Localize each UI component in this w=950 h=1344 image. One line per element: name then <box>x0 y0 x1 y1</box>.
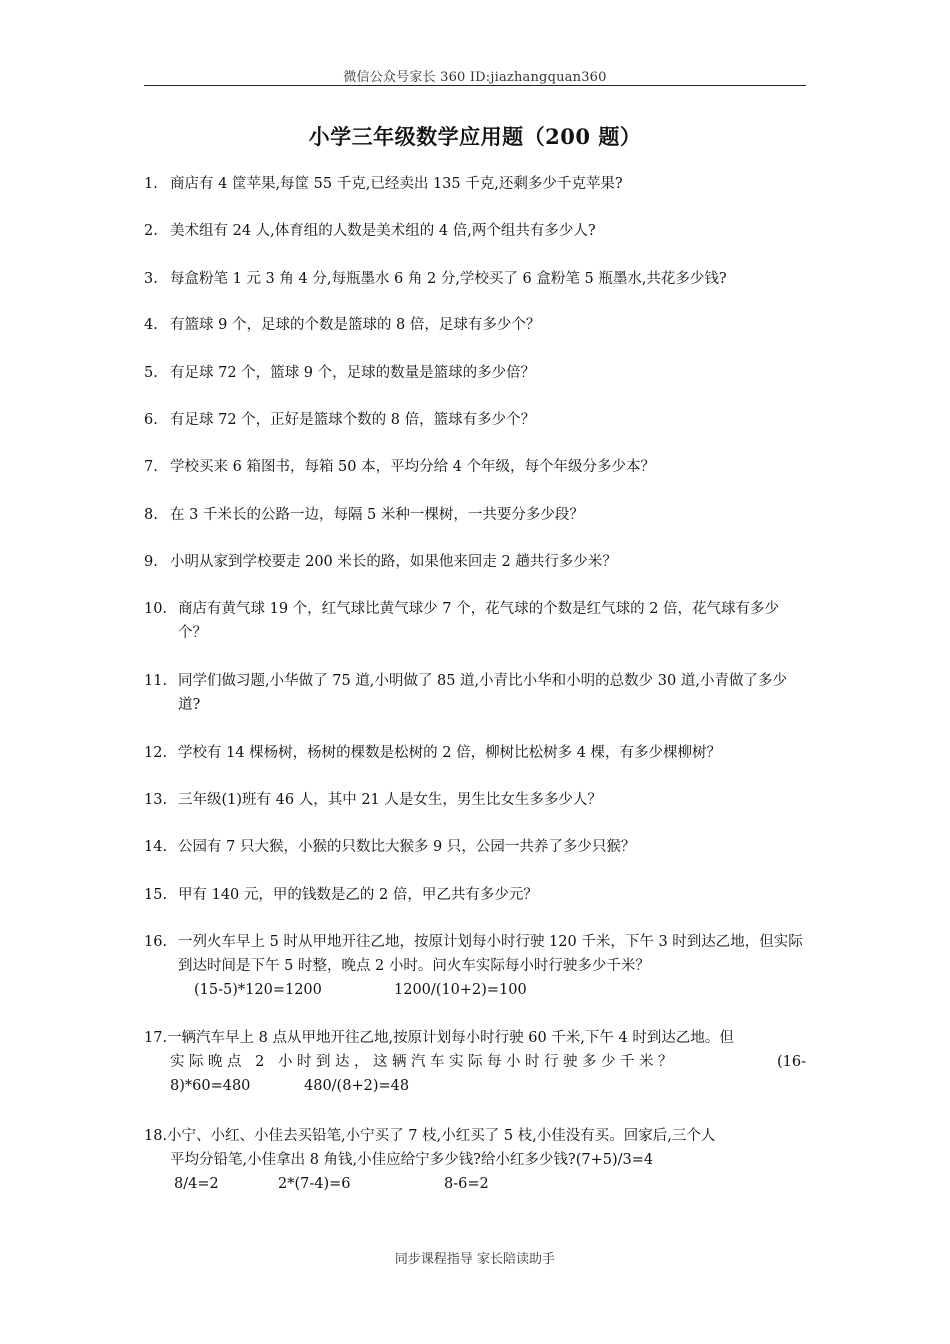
question-4 <box>144 313 806 337</box>
question-text-content: 一列火车早上 5 时从甲地开往乙地，按原计划每小时行驶 120 千米，下午 3 时到达乙地，但实际到达时间是下午 5 时整，晚点 2 小时。问火车实际每小时行驶多少千米？ <box>178 934 803 974</box>
question-number: 18 <box>144 1128 163 1144</box>
question-number: 17. <box>144 1030 168 1046</box>
answer-step: 480/(8+2)=48 <box>304 1078 410 1094</box>
question-11 <box>144 669 806 717</box>
answer-step: 2*(7-4)=6 <box>278 1176 351 1192</box>
answer-step: 8)*60=480 <box>170 1078 251 1094</box>
question-number: 2. <box>144 223 158 239</box>
answer-step: (16- <box>776 1054 806 1070</box>
question-text-line: .小宁、小红、小佳去买铅笔,小宁买了 7 枝,小红买了 5 枝,小佳没有买。回家后,三个人 <box>162 1128 716 1144</box>
answer-work <box>144 1074 806 1098</box>
question-5 <box>144 361 806 385</box>
question-text: 商店有黄气球 19 个，红气球比黄气球少 7 个，花气球的个数是红气球的 2 倍，花气球有多少个？ <box>178 601 780 641</box>
answer-work <box>178 978 806 1002</box>
question-text-line: 平均分铅笔,小佳拿出 8 角钱,小佳应给宁多少钱?给小红多少钱?(7+5)/3=4 <box>170 1152 654 1168</box>
question-text: 有篮球 9 个，足球的个数是篮球的 8 倍，足球有多少个？ <box>170 317 541 333</box>
question-text: 公园有 7 只大猴，小猴的只数比大猴多 9 只，公园一共养了多少只猴？ <box>178 839 636 855</box>
question-text: 在 3 千米长的公路一边，每隔 5 米种一棵树，一共要分多少段？ <box>170 507 584 523</box>
question-text-line <box>144 1050 806 1074</box>
question-number: 15. <box>144 887 168 903</box>
question-number: 11. <box>144 673 168 689</box>
question-number: 7. <box>144 459 158 475</box>
question-text-content: 实际晚点 2 小时到达，这辆汽车实际每小时行驶多少千米？ <box>170 1054 677 1070</box>
question-12 <box>144 741 806 765</box>
question-text: 甲有 140 元，甲的钱数是乙的 2 倍，甲乙共有多少元？ <box>178 887 538 903</box>
header-divider <box>144 85 806 86</box>
question-text: 同学们做习题,小华做了 75 道,小明做了 85 道,小青比小华和小明的总数少 30 道,小青做了多少道? <box>178 673 787 713</box>
question-13 <box>144 788 806 812</box>
question-number: 9. <box>144 554 158 570</box>
question-number: 14. <box>144 839 168 855</box>
question-14 <box>144 835 806 859</box>
question-text: 每盒粉笔 1 元 3 角 4 分,每瓶墨水 6 角 2 分,学校买了 6 盒粉笔 5 瓶墨水,共花多少钱? <box>170 271 727 287</box>
question-7 <box>144 455 806 479</box>
page-footer: 同步课程指导 家长陪读助手 <box>394 1252 556 1267</box>
question-text <box>178 930 806 1002</box>
question-number: 13. <box>144 792 168 808</box>
answer-step: 8-6=2 <box>444 1176 489 1192</box>
question-number: 1. <box>144 176 158 192</box>
question-10 <box>144 597 806 645</box>
page-header: 微信公众号家长 360 ID:jiazhangquan360 <box>343 70 607 85</box>
question-text: 学校买来 6 箱图书，每箱 50 本，平均分给 4 个年级，每个年级分多少本？ <box>170 459 656 475</box>
question-17 <box>144 1026 806 1098</box>
question-text-line: 一辆汽车早上 8 点从甲地开往乙地,按原计划每小时行驶 60 千米,下午 4 时到达乙地。但 <box>167 1030 734 1046</box>
question-6 <box>144 408 806 432</box>
question-text: 三年级(1)班有 46 人，其中 21 人是女生，男生比女生多多少人？ <box>178 792 602 808</box>
question-text: 有足球 72 个，篮球 9 个，足球的数量是篮球的多少倍？ <box>170 365 536 381</box>
question-text <box>144 1026 806 1098</box>
question-text: 有足球 72 个，正好是篮球个数的 8 倍，篮球有多少个？ <box>170 412 536 428</box>
question-8 <box>144 503 806 527</box>
question-1 <box>144 172 806 196</box>
question-number: 3. <box>144 271 158 287</box>
question-text: 商店有 4 筐苹果,每筐 55 千克,已经卖出 135 千克,还剩多少千克苹果? <box>170 176 623 192</box>
question-text: 小明从家到学校要走 200 米长的路，如果他来回走 2 趟共行多少米？ <box>170 554 617 570</box>
question-18 <box>144 1124 806 1196</box>
question-9 <box>144 550 806 574</box>
question-number: 16. <box>144 934 168 950</box>
question-number: 5. <box>144 365 158 381</box>
question-15 <box>144 883 806 907</box>
question-number: 6. <box>144 412 158 428</box>
question-16 <box>144 930 806 1002</box>
question-text: 学校有 14 棵杨树，杨树的棵数是松树的 2 倍，柳树比松树多 4 棵，有多少棵柳树？ <box>178 745 722 761</box>
answer-step: (15-5)*120=1200 <box>194 982 322 998</box>
document-title: 小学三年级数学应用题（200 题） <box>308 124 642 149</box>
question-text <box>144 1124 806 1196</box>
question-text: 美术组有 24 人,体育组的人数是美术组的 4 倍,两个组共有多少人? <box>170 223 596 239</box>
question-3 <box>144 267 806 291</box>
answer-step: 1200/(10+2)=100 <box>394 982 527 998</box>
question-2 <box>144 219 806 243</box>
answer-work <box>144 1172 806 1196</box>
question-number: 8. <box>144 507 158 523</box>
answer-step: 8/4=2 <box>174 1176 219 1192</box>
question-number: 4. <box>144 317 158 333</box>
question-number: 10. <box>144 601 168 617</box>
question-number: 12. <box>144 745 168 761</box>
